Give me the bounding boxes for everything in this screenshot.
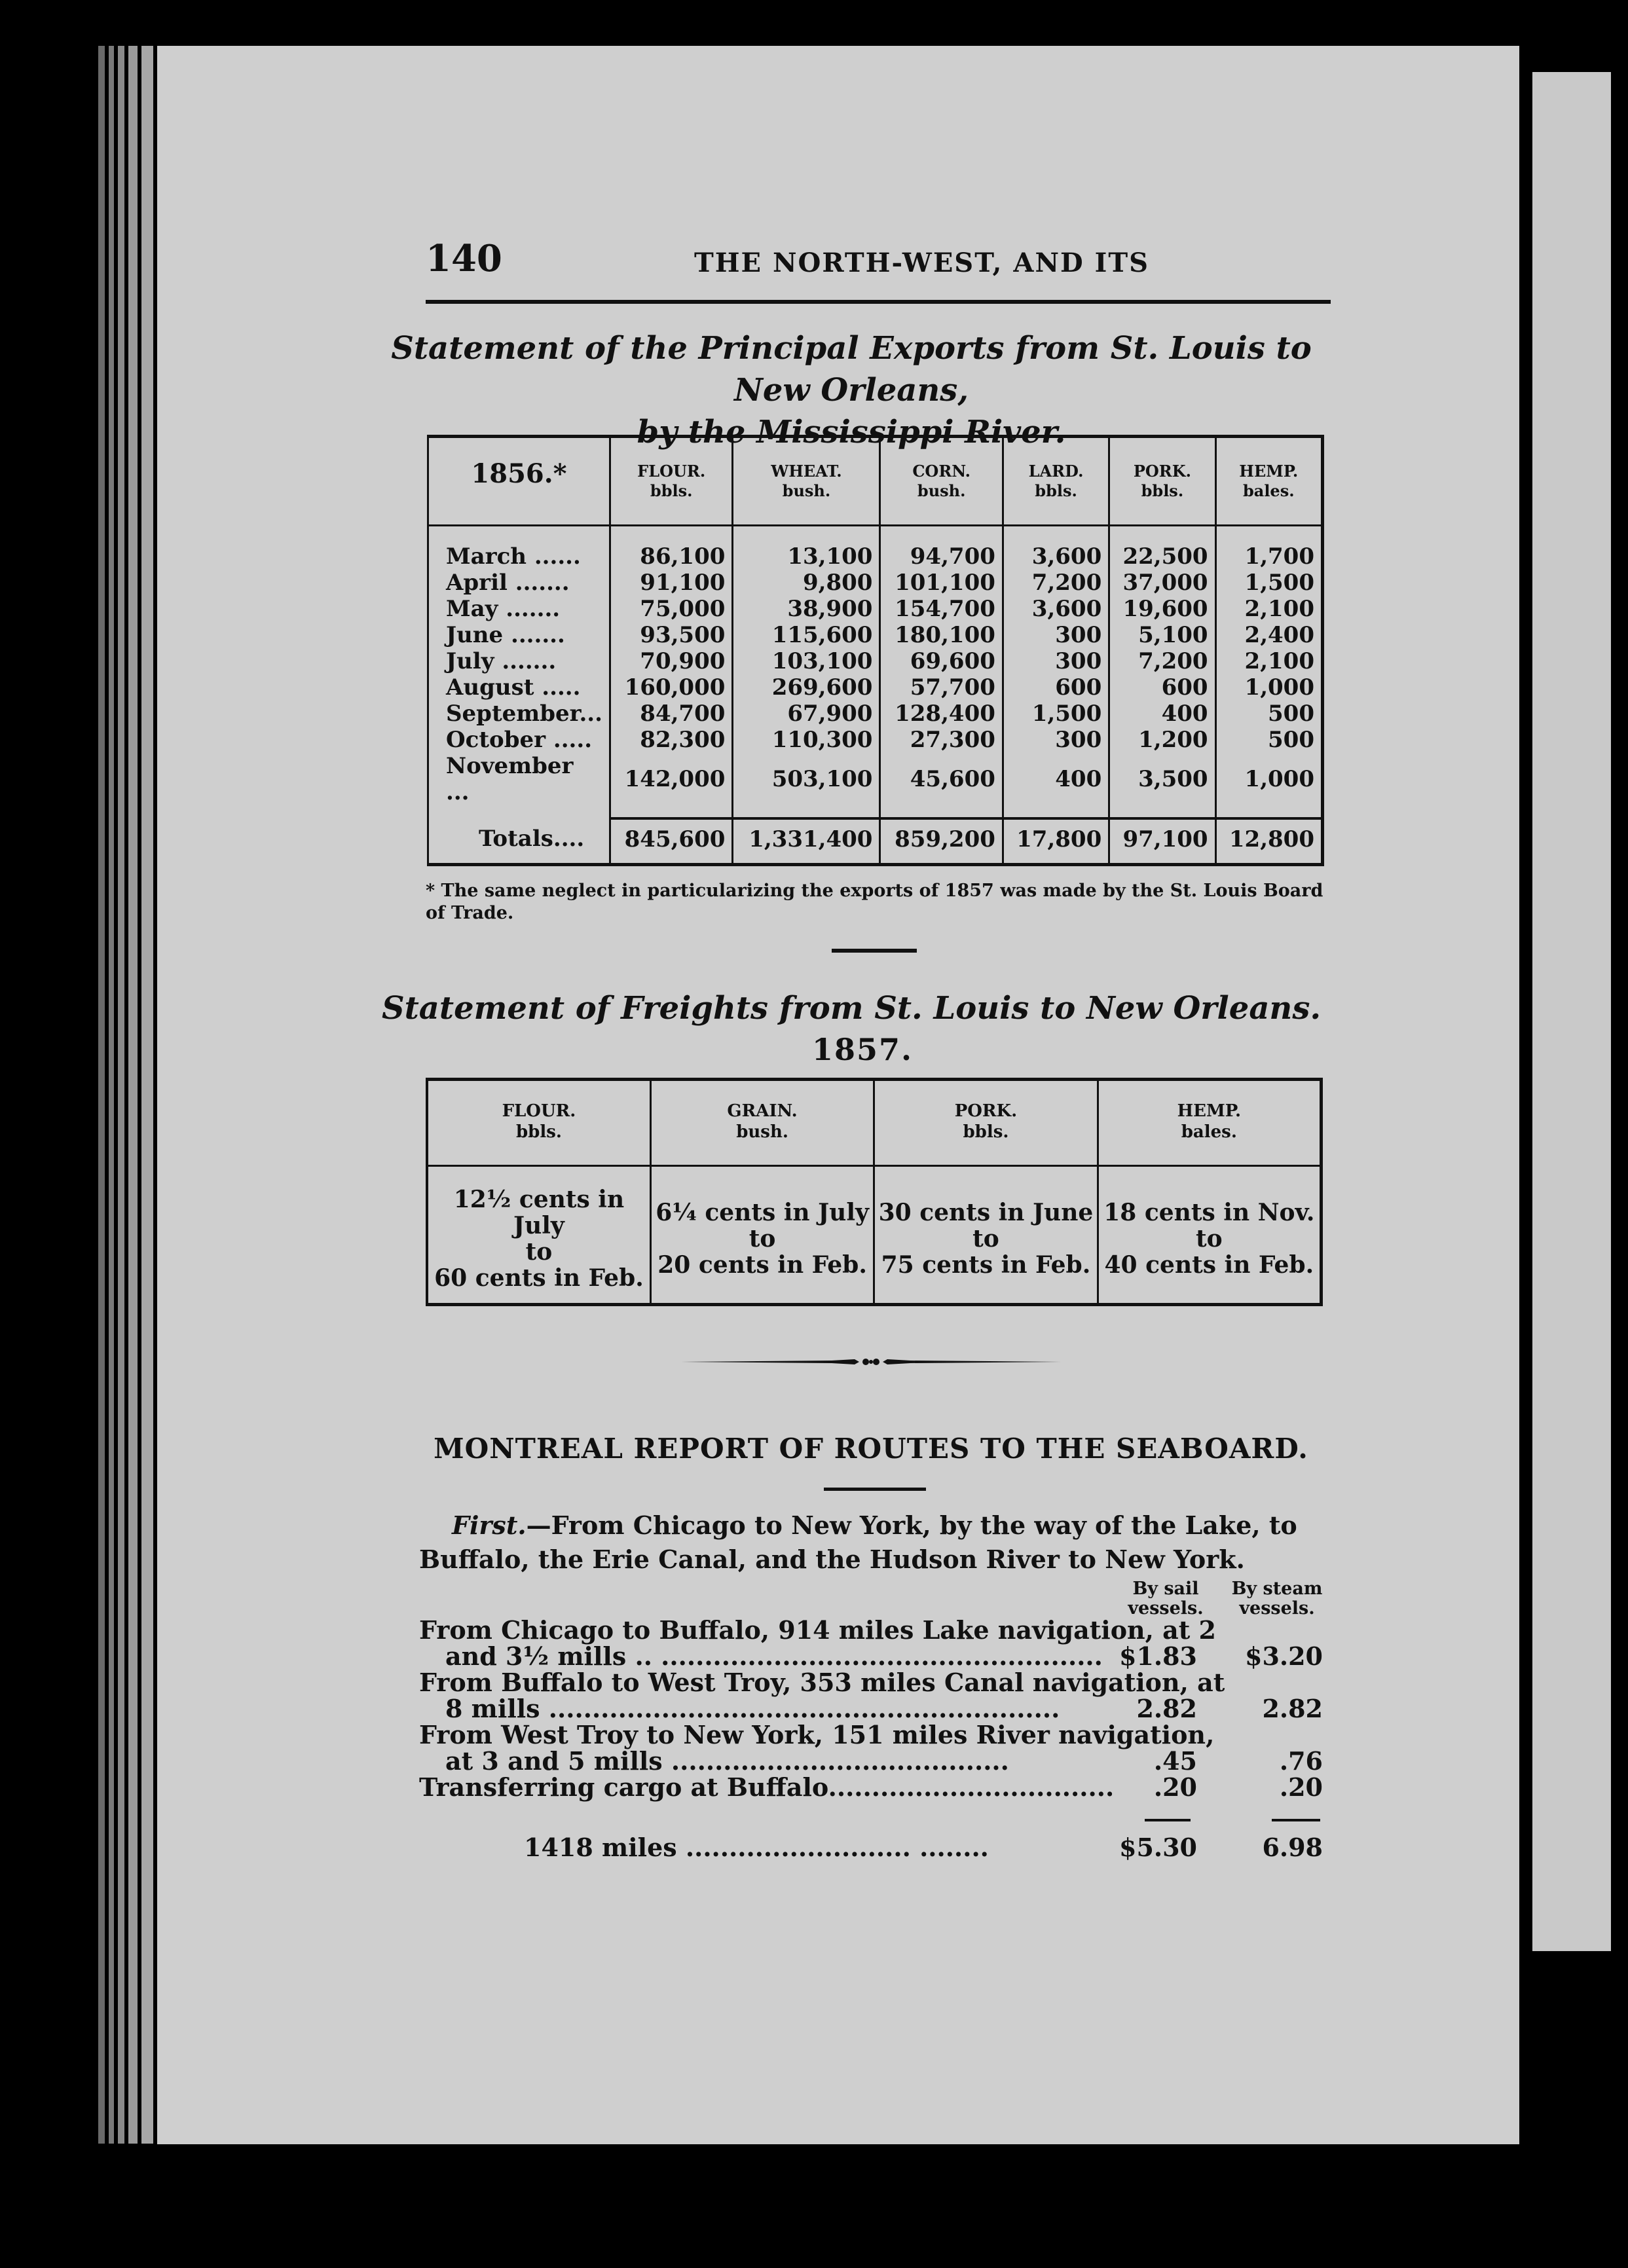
table-row — [428, 570, 1323, 596]
column-unit: bush. — [782, 481, 831, 500]
freights-title: Statement of Freights from St. Louis to New Orleans. — [381, 990, 1322, 1027]
column-unit: bush. — [917, 481, 966, 500]
data-cell: 600 — [1003, 674, 1109, 701]
data-cell: 38,900 — [733, 596, 880, 622]
separator-cell — [1215, 805, 1322, 818]
data-cell: 1,000 — [1215, 753, 1322, 805]
montreal-intro — [419, 1509, 1329, 1577]
data-cell: 19,600 — [1109, 596, 1215, 622]
route-detail-text: 8 mills ........................................................... — [445, 1694, 1060, 1723]
totals-cell: 12,800 — [1215, 818, 1322, 865]
montreal-title: MONTREAL REPORT OF ROUTES TO THE SEABOARD. — [434, 1433, 1308, 1465]
route-steam-cost: 2.82 — [1262, 1694, 1323, 1723]
route-steam-cost: $3.20 — [1245, 1641, 1323, 1671]
page-edge — [118, 46, 124, 2144]
data-cell: 500 — [1215, 701, 1322, 727]
data-cell: 67,900 — [733, 701, 880, 727]
freight-rate-until: 60 cents in Feb. — [434, 1264, 644, 1292]
month-label: April ....... — [446, 570, 570, 596]
data-cell: 37,000 — [1109, 570, 1215, 596]
data-cell: 7,200 — [1003, 570, 1109, 596]
separator-cell — [1003, 517, 1109, 526]
freight-column-header — [1098, 1080, 1321, 1166]
exports-footnote: * The same neglect in particularizing the exports of 1857 was made by the St. Louis Board of Trade. — [426, 881, 1323, 923]
data-cell: 1,700 — [1215, 543, 1322, 570]
separator-cell — [733, 805, 880, 818]
data-cell: 75,000 — [610, 596, 732, 622]
route-detail — [419, 1643, 1336, 1670]
data-cell: 300 — [1003, 648, 1109, 674]
table-row — [428, 727, 1323, 753]
page-edge — [141, 46, 153, 2144]
totals-cell: 17,800 — [1003, 818, 1109, 865]
month-label: August ..... — [446, 674, 581, 701]
separator-cell — [428, 805, 610, 818]
freight-rate-to: to — [1195, 1225, 1223, 1253]
data-cell: 128,400 — [880, 701, 1003, 727]
data-cell: 400 — [1003, 753, 1109, 805]
data-cell: 500 — [1215, 727, 1322, 753]
intro-text: —From Chicago to New York, by the way of the Lake, to Buffalo, the Erie Canal, and the Hudson River to New York. — [419, 1510, 1297, 1574]
total-label: 1418 miles .......................... ........ — [524, 1833, 989, 1862]
route-sail-cost: $1.83 — [1119, 1641, 1197, 1671]
route-detail-text: at 3 and 5 mills ....................................... — [445, 1746, 1009, 1776]
column-name: WHEAT. — [771, 462, 842, 481]
separator-cell — [1215, 517, 1322, 526]
totals-cell: 845,600 — [610, 818, 732, 865]
separator-cell — [1109, 805, 1215, 818]
table-row — [428, 596, 1323, 622]
data-cell: 3,500 — [1109, 753, 1215, 805]
data-cell: 154,700 — [880, 596, 1003, 622]
col-head-sail: By sail vessels. — [1128, 1579, 1204, 1619]
freight-rate-cell — [874, 1167, 1098, 1305]
data-cell: 82,300 — [610, 727, 732, 753]
freight-column-unit: bbls. — [963, 1122, 1009, 1142]
column-unit: bbls. — [1141, 481, 1184, 500]
spacer-cell — [1003, 526, 1109, 544]
spacer-row — [428, 526, 1323, 544]
totals-label: Totals.... — [479, 826, 585, 852]
sum-rule-steam — [1272, 1819, 1320, 1821]
column-name: FLOUR. — [637, 462, 706, 481]
data-cell: 1,500 — [1003, 701, 1109, 727]
totals-row — [428, 818, 1323, 865]
column-header — [1109, 437, 1215, 517]
exports-title-line2: by the Mississippi River. — [637, 414, 1066, 450]
data-cell: 1,500 — [1215, 570, 1322, 596]
data-cell: 300 — [1003, 622, 1109, 648]
freight-rate-until: 20 cents in Feb. — [657, 1251, 867, 1279]
route-item — [419, 1670, 1336, 1722]
running-head: THE NORTH-WEST, AND ITS — [694, 247, 1149, 278]
page-edge — [109, 46, 114, 2144]
separator-cell — [880, 805, 1003, 818]
intro-lead: First. — [452, 1510, 527, 1540]
data-cell: 103,100 — [733, 648, 880, 674]
freight-rate-cell — [1098, 1167, 1321, 1305]
freight-column-unit: bales. — [1181, 1122, 1237, 1142]
freight-rate-from: 18 cents in Nov. — [1103, 1199, 1315, 1226]
separator-cell — [610, 805, 732, 818]
route-item — [419, 1722, 1336, 1774]
route-item — [419, 1774, 1336, 1801]
spacer-cell — [1215, 526, 1322, 544]
route-detail-text: Transferring cargo at Buffalo................................. — [419, 1772, 1115, 1802]
freight-rate-from: 12½ cents in July — [453, 1186, 625, 1239]
route-detail — [419, 1748, 1336, 1774]
data-cell: 45,600 — [880, 753, 1003, 805]
total-steam: 6.98 — [1262, 1833, 1323, 1862]
spacer-cell — [428, 526, 610, 544]
page-edge — [98, 46, 105, 2144]
separator-row — [428, 517, 1323, 526]
freight-column-header — [427, 1080, 650, 1166]
route-sail-cost: 2.82 — [1136, 1694, 1197, 1723]
totals-cell: 1,331,400 — [733, 818, 880, 865]
column-header — [733, 437, 880, 517]
freight-rate-to: to — [525, 1238, 553, 1266]
section-divider — [832, 949, 917, 953]
freight-rate-cell — [427, 1167, 650, 1305]
month-label: June ....... — [446, 622, 565, 648]
data-cell: 2,400 — [1215, 622, 1322, 648]
route-steam-cost: .20 — [1279, 1772, 1323, 1802]
column-name: PORK. — [1133, 462, 1191, 481]
route-steam-cost: .76 — [1279, 1746, 1323, 1776]
route-item — [419, 1617, 1336, 1670]
title-underline — [824, 1488, 926, 1491]
column-header — [880, 437, 1003, 517]
freight-column-name: FLOUR. — [502, 1101, 576, 1121]
freight-column-name: GRAIN. — [727, 1101, 798, 1121]
exports-table — [427, 435, 1324, 866]
freight-column-unit: bbls. — [515, 1122, 562, 1142]
separator-row — [428, 805, 1323, 818]
table-row — [428, 648, 1323, 674]
separator-cell — [1109, 517, 1215, 526]
column-header — [610, 437, 732, 517]
totals-cell: 859,200 — [880, 818, 1003, 865]
spacer-cell — [733, 526, 880, 544]
data-cell: 142,000 — [610, 753, 732, 805]
data-cell: 115,600 — [733, 622, 880, 648]
data-cell: 180,100 — [880, 622, 1003, 648]
route-description: From Buffalo to West Troy, 353 miles Canal navigation, at — [419, 1668, 1225, 1697]
month-label: July ....... — [446, 648, 557, 674]
separator-cell — [428, 517, 610, 526]
freight-column-header — [874, 1080, 1098, 1166]
data-cell: 13,100 — [733, 543, 880, 570]
freight-column-unit: bush. — [736, 1122, 788, 1142]
data-cell: 22,500 — [1109, 543, 1215, 570]
data-cell: 57,700 — [880, 674, 1003, 701]
data-cell: 93,500 — [610, 622, 732, 648]
data-cell: 27,300 — [880, 727, 1003, 753]
data-cell: 86,100 — [610, 543, 732, 570]
data-cell: 84,700 — [610, 701, 732, 727]
freight-rate-to: to — [972, 1225, 999, 1253]
total-sail: $5.30 — [1119, 1833, 1197, 1862]
route-sail-cost: .20 — [1153, 1772, 1197, 1802]
data-cell: 503,100 — [733, 753, 880, 805]
separator-cell — [610, 517, 732, 526]
spacer-cell — [610, 526, 732, 544]
spacer-cell — [880, 526, 1003, 544]
route-detail — [419, 1774, 1336, 1801]
table-row — [428, 701, 1323, 727]
data-cell: 91,100 — [610, 570, 732, 596]
freight-rate-to: to — [749, 1225, 776, 1253]
spacer-cell — [1109, 526, 1215, 544]
column-header — [1215, 437, 1322, 517]
separator-cell — [880, 517, 1003, 526]
page-edge — [128, 46, 138, 2144]
data-cell: 69,600 — [880, 648, 1003, 674]
data-cell: 5,100 — [1109, 622, 1215, 648]
month-label: March ...... — [446, 543, 581, 570]
data-cell: 2,100 — [1215, 596, 1322, 622]
freight-column-name: HEMP. — [1177, 1101, 1242, 1121]
month-label: May ....... — [446, 596, 561, 622]
data-cell: 1,000 — [1215, 674, 1322, 701]
column-name: CORN. — [912, 462, 971, 481]
exports-title-line1: Statement of the Principal Exports from St. Louis to New Orleans, — [391, 330, 1312, 409]
column-unit: bbls. — [1035, 481, 1077, 500]
data-cell: 3,600 — [1003, 596, 1109, 622]
data-cell: 70,900 — [610, 648, 732, 674]
freight-rate-from: 30 cents in June — [878, 1199, 1094, 1226]
data-cell: 160,000 — [610, 674, 732, 701]
exports-year: 1856.* — [471, 458, 567, 489]
freight-rate-from: 6¼ cents in July — [656, 1199, 869, 1226]
data-cell: 300 — [1003, 727, 1109, 753]
month-label: September... — [446, 701, 602, 727]
page-number: 140 — [426, 237, 502, 280]
route-detail-text: and 3½ mills .. ................................................... — [445, 1641, 1103, 1671]
data-cell: 2,100 — [1215, 648, 1322, 674]
data-cell: 1,200 — [1109, 727, 1215, 753]
table-row — [428, 543, 1323, 570]
freights-table — [426, 1078, 1323, 1306]
sum-rule-sail — [1145, 1819, 1191, 1821]
route-detail — [419, 1696, 1336, 1722]
totals-cell: 97,100 — [1109, 818, 1215, 865]
col-head-steam: By steam vessels. — [1231, 1579, 1323, 1619]
data-cell: 101,100 — [880, 570, 1003, 596]
data-cell: 9,800 — [733, 570, 880, 596]
table-row — [428, 753, 1323, 805]
month-label: November ... — [446, 753, 574, 805]
column-unit: bbls. — [650, 481, 693, 500]
freight-column-name: PORK. — [954, 1101, 1018, 1121]
data-cell: 7,200 — [1109, 648, 1215, 674]
column-header — [1003, 437, 1109, 517]
freight-column-header — [650, 1080, 874, 1166]
separator-cell — [733, 517, 880, 526]
data-cell: 600 — [1109, 674, 1215, 701]
column-name: HEMP. — [1239, 462, 1299, 481]
month-label: October ..... — [446, 727, 593, 753]
route-sail-cost: .45 — [1153, 1746, 1197, 1776]
data-cell: 110,300 — [733, 727, 880, 753]
data-cell: 400 — [1109, 701, 1215, 727]
ornamental-divider — [681, 1349, 1061, 1375]
column-name: LARD. — [1028, 462, 1084, 481]
column-unit: bales. — [1242, 481, 1295, 500]
data-cell: 94,700 — [880, 543, 1003, 570]
facing-page-edge — [1532, 72, 1611, 1951]
freight-rate-until: 40 cents in Feb. — [1104, 1251, 1314, 1279]
freights-year: 1857. — [812, 1032, 914, 1067]
freight-rate-cell — [650, 1167, 874, 1305]
table-row — [428, 674, 1323, 701]
route-description: From Chicago to Buffalo, 914 miles Lake navigation, at 2 — [419, 1615, 1216, 1645]
route-description: From West Troy to New York, 151 miles River navigation, — [419, 1720, 1215, 1749]
route-total — [419, 1835, 1336, 1861]
separator-cell — [1003, 805, 1109, 818]
freight-rate-until: 75 cents in Feb. — [881, 1251, 1091, 1279]
data-cell: 3,600 — [1003, 543, 1109, 570]
table-row — [428, 622, 1323, 648]
header-rule — [426, 300, 1331, 304]
data-cell: 269,600 — [733, 674, 880, 701]
